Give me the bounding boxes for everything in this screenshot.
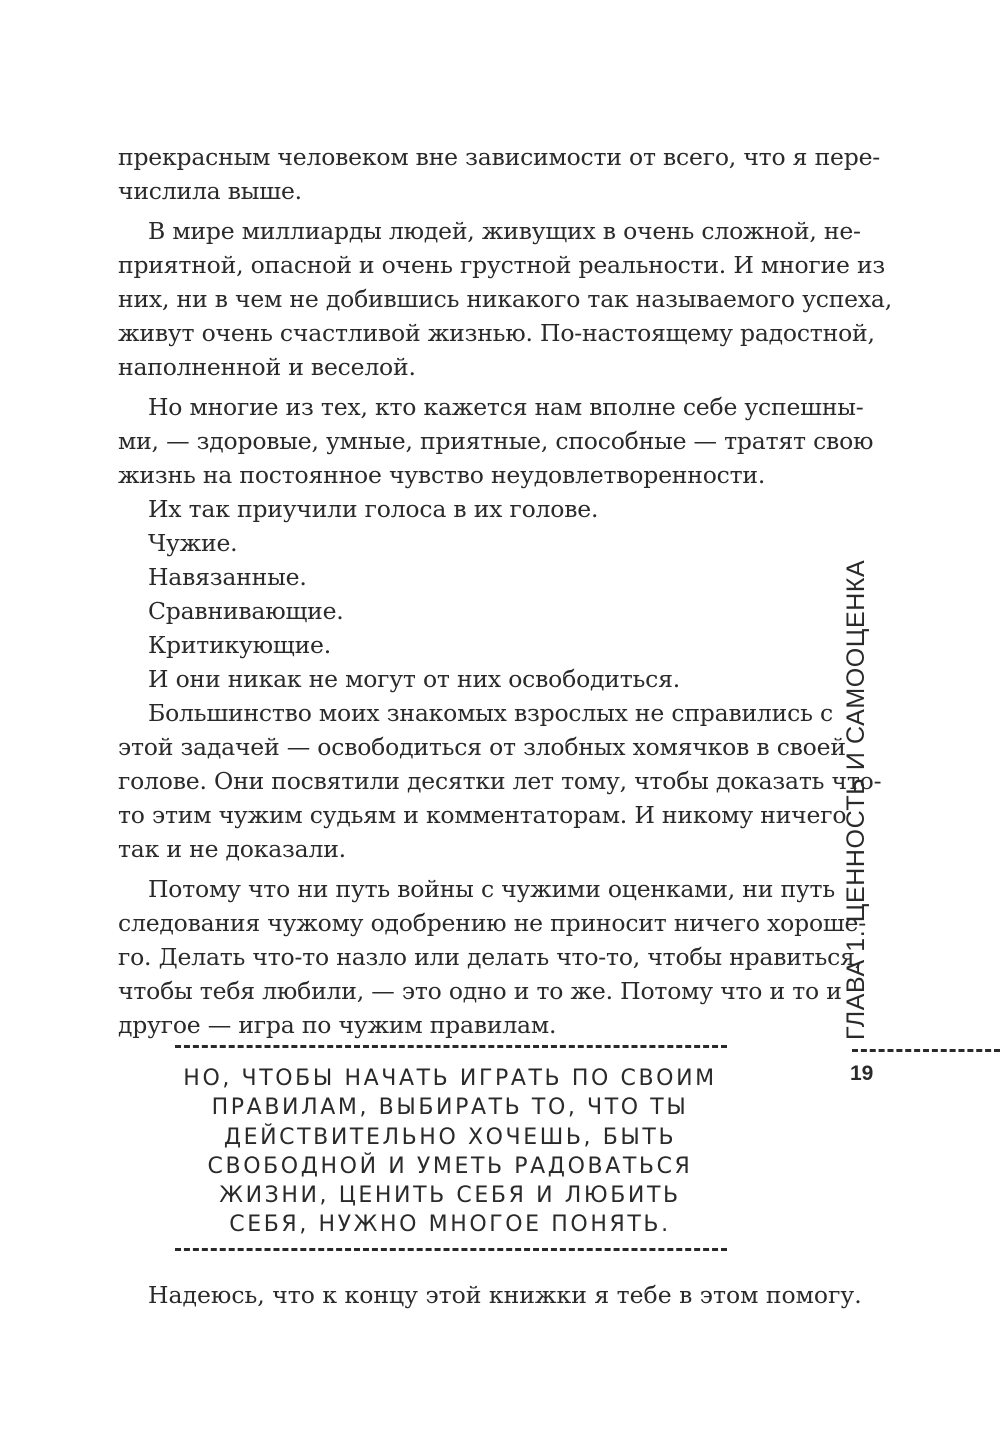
text-line: приятной, опасной и очень грустной реальности. И многие из: [118, 251, 886, 279]
pull-quote: [150, 1064, 750, 1240]
text-line: наполненной и веселой.: [118, 353, 416, 381]
text-line: Но многие из тех, кто кажется нам вполне себе успешны-: [148, 393, 864, 421]
quote-divider-bottom: [175, 1248, 727, 1251]
quote-line: ПРАВИЛАМ, ВЫБИРАТЬ ТО, ЧТО ТЫ: [211, 1095, 689, 1121]
text-line: них, ни в чем не добившись никакого так называемого успеха,: [118, 285, 892, 313]
text-line: прекрасным человеком вне зависимости от всего, что я пере-: [118, 143, 881, 171]
page-number: 19: [850, 1062, 874, 1085]
quote-line: СВОБОДНОЙ И УМЕТЬ РАДОВАТЬСЯ: [207, 1153, 693, 1179]
text-line: Критикующие.: [148, 631, 332, 659]
text-line: другое — игра по чужим правилам.: [118, 1011, 557, 1039]
text-line: Потому что ни путь войны с чужими оценками, ни путь: [148, 875, 835, 903]
text-line: голове. Они посвятили десятки лет тому, чтобы доказать что-: [118, 767, 882, 795]
text-line: следования чужому одобрению не приносит ничего хороше-: [118, 909, 867, 937]
text-line: го. Делать что-то назло или делать что-то, чтобы нравиться,: [118, 943, 862, 971]
text-line: числила выше.: [118, 177, 302, 205]
chapter-running-head: ГЛАВА 1. ЦЕННОСТЬ И САМООЦЕНКА: [842, 559, 870, 1040]
text-line: так и не доказали.: [118, 835, 346, 863]
text-line: Чужие.: [148, 529, 238, 557]
margin-divider: [852, 1049, 1000, 1052]
text-line: И они никак не могут от них освободиться.: [148, 665, 681, 693]
text-line: ми, — здоровые, умные, приятные, способные — тратят свою: [118, 427, 874, 455]
closing-line: Надеюсь, что к концу этой книжки я тебе в этом помогу.: [148, 1281, 862, 1309]
quote-line: СЕБЯ, НУЖНО МНОГОЕ ПОНЯТЬ.: [229, 1212, 671, 1238]
quote-line: ДЕЙСТВИТЕЛЬНО ХОЧЕШЬ, БЫТЬ: [223, 1124, 677, 1150]
text-line: то этим чужим судьям и комментаторам. И никому ничего: [118, 801, 847, 829]
quote-line: ЖИЗНИ, ЦЕНИТЬ СЕБЯ И ЛЮБИТЬ: [219, 1183, 681, 1209]
quote-line: НО, ЧТОБЫ НАЧАТЬ ИГРАТЬ ПО СВОИМ: [183, 1066, 717, 1091]
text-line: живут очень счастливой жизнью. По-настоящему радостной,: [118, 319, 875, 347]
text-line: В мире миллиарды людей, живущих в очень сложной, не-: [148, 217, 861, 245]
text-line: жизнь на постоянное чувство неудовлетворенности.: [118, 461, 766, 489]
text-line: Сравнивающие.: [148, 597, 344, 625]
text-line: этой задачей — освободиться от злобных хомячков в своей: [118, 733, 846, 761]
text-line: Навязанные.: [148, 563, 307, 591]
text-line: Большинство моих знакомых взрослых не справились с: [148, 699, 833, 727]
quote-divider-top: [175, 1045, 727, 1048]
text-line: Их так приучили голоса в их голове.: [148, 495, 599, 523]
text-line: чтобы тебя любили, — это одно и то же. Потому что и то и: [118, 977, 842, 1005]
